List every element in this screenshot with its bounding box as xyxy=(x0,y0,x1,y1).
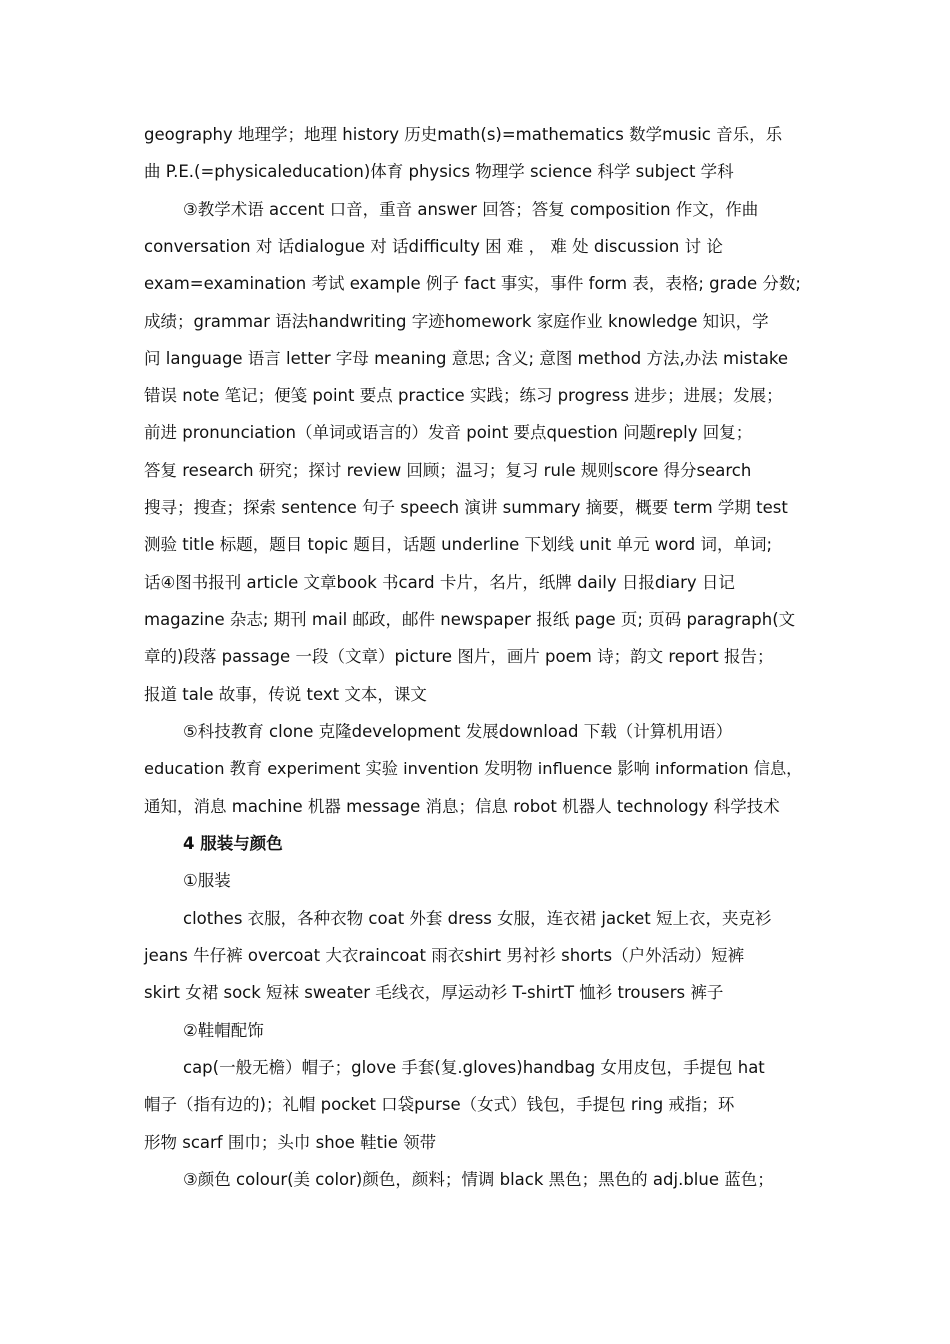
text-line: 曲 P.E.(=physicaleducation)体育 physics 物理学 science 科学 subject 学科 xyxy=(144,162,734,181)
section-heading: 4 服装与颜色 xyxy=(183,834,283,853)
text-line: exam=examination 考试 example 例子 fact 事实，事件 form 表，表格; grade 分数; xyxy=(144,274,801,293)
text-line: 错误 note 笔记；便笺 point 要点 practice 实践；练习 progress 进步；进展；发展； xyxy=(144,386,783,405)
text-line: geography 地理学；地理 history 历史math(s)=mathematics 数学music 音乐，乐 xyxy=(144,125,783,144)
text-line: magazine 杂志; 期刊 mail 邮政，邮件 newspaper 报纸 page 页; 页码 paragraph(文 xyxy=(144,610,796,629)
text-line: skirt 女裙 sock 短袜 sweater 毛线衣，厚运动衫 T-shirtT 恤衫 trousers 裤子 xyxy=(144,983,724,1002)
text-line: ③教学术语 accent 口音，重音 answer 回答；答复 composition 作文，作曲 xyxy=(183,200,759,219)
text-line: 答复 research 研究；探讨 review 回顾；温习；复习 rule 规则score 得分search xyxy=(144,461,752,480)
text-line: conversation 对 话dialogue 对 话difficulty 困 难 ， 难 处 discussion 讨 论 xyxy=(144,237,723,256)
text-line: 测验 title 标题，题目 topic 题目，话题 underline 下划线 unit 单元 word 词，单词; xyxy=(144,535,773,554)
text-line: 成绩；grammar 语法handwriting 字迹homework 家庭作业 knowledge 知识，学 xyxy=(144,312,769,331)
text-line: ⑤科技教育 clone 克隆development 发展download 下载（计算机用语） xyxy=(183,722,733,741)
text-line: clothes 衣服，各种衣物 coat 外套 dress 女服，连衣裙 jacket 短上衣，夹克衫 xyxy=(183,909,772,928)
text-line: ③颜色 colour(美 color)颜色，颜料；情调 black 黑色；黑色的 adj.blue 蓝色； xyxy=(183,1170,774,1189)
text-line: 章的)段落 passage 一段（文章）picture 图片，画片 poem 诗；韵文 report 报告； xyxy=(144,647,774,666)
text-line: jeans 牛仔裤 overcoat 大衣raincoat 雨衣shirt 男衬衫 shorts（户外活动）短裤 xyxy=(144,946,745,965)
text-line: 问 language 语言 letter 字母 meaning 意思; 含义; 意图 method 方法,办法 mistake xyxy=(144,349,788,368)
text-line: cap(一般无檐）帽子；glove 手套(复.gloves)handbag 女用皮包，手提包 hat xyxy=(183,1058,765,1077)
text-line: 通知，消息 machine 机器 message 消息；信息 robot 机器人 technology 科学技术 xyxy=(144,797,780,816)
text-line: 前进 pronunciation（单词或语言的）发音 point 要点question 问题reply 回复； xyxy=(144,423,753,442)
text-line: 帽子（指有边的)；礼帽 pocket 口袋purse（女式）钱包，手提包 ring 戒指；环 xyxy=(144,1095,735,1114)
text-line: 搜寻；搜查；探索 sentence 句子 speech 演讲 summary 摘要，概要 term 学期 test xyxy=(144,498,788,517)
text-line: 形物 scarf 围巾；头巾 shoe 鞋tie 领带 xyxy=(144,1133,437,1152)
text-line: education 教育 experiment 实验 invention 发明物 influence 影响 information 信息， xyxy=(144,759,803,778)
text-line: 话④图书报刊 article 文章book 书card 卡片，名片，纸牌 daily 日报diary 日记 xyxy=(144,573,735,592)
subsection-heading: ①服装 xyxy=(183,871,231,890)
subsection-heading: ②鞋帽配饰 xyxy=(183,1021,264,1040)
text-line: 报道 tale 故事，传说 text 文本，课文 xyxy=(144,685,427,704)
